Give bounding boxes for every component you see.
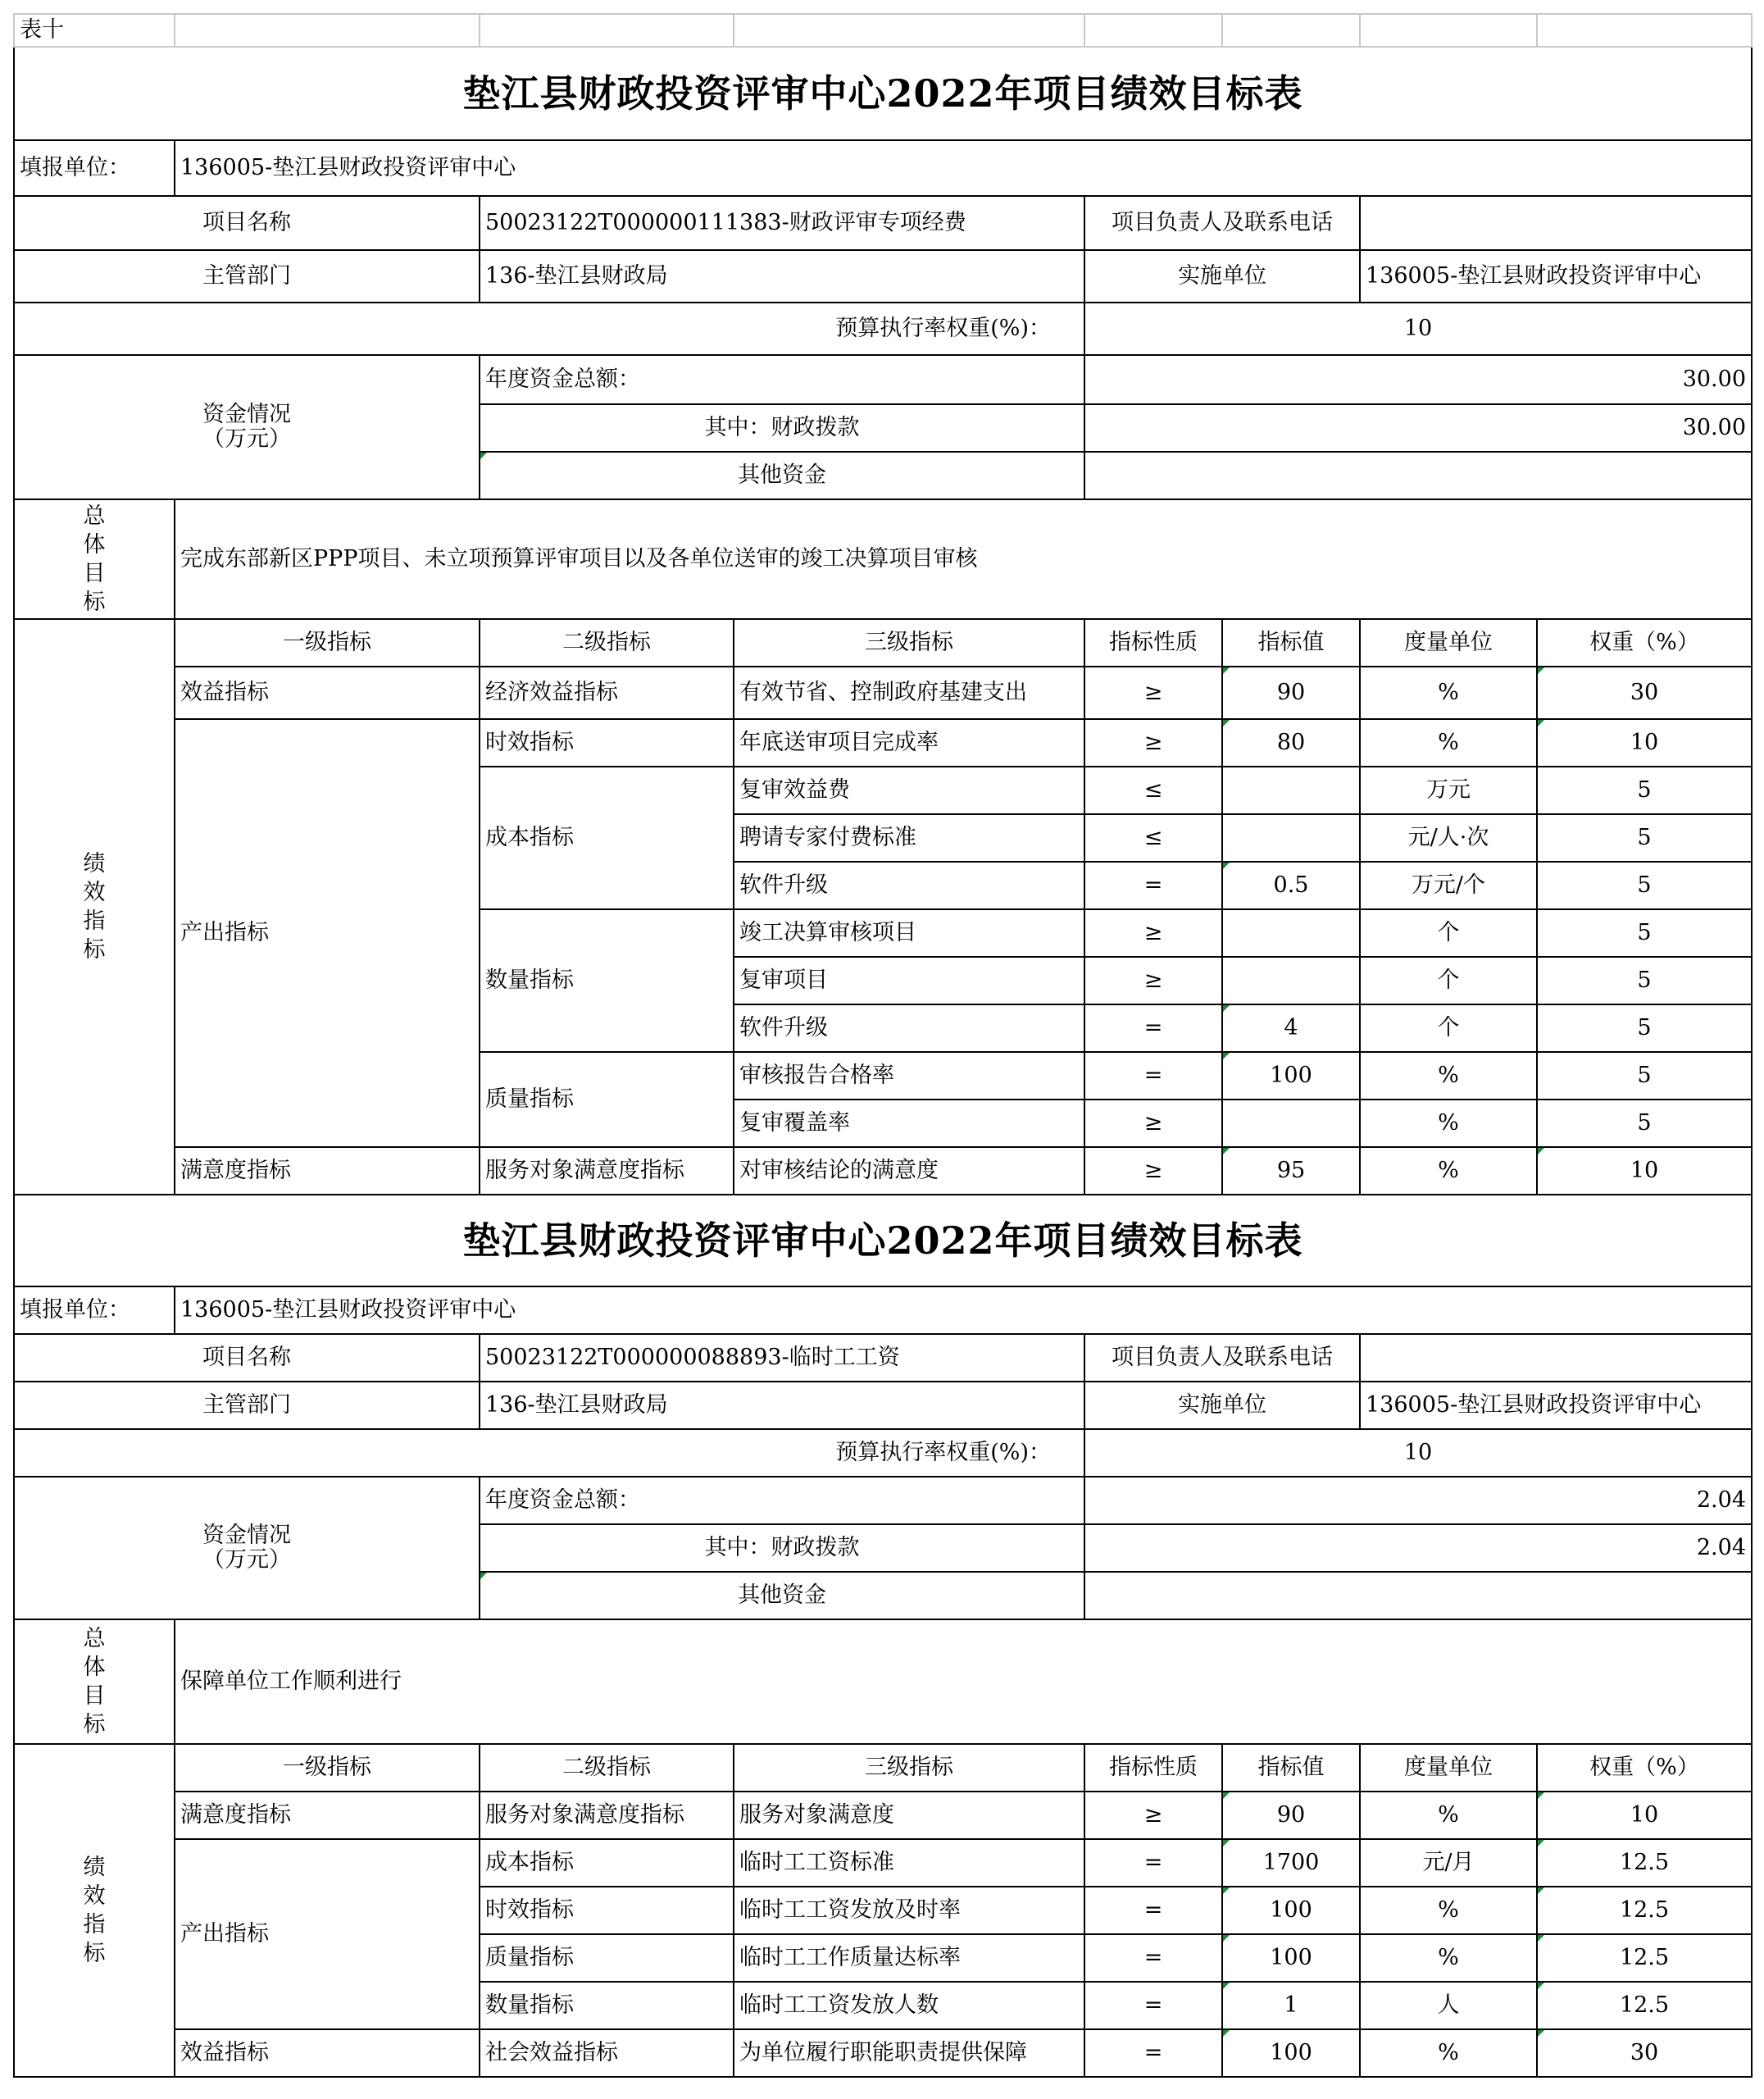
dept-value: 136-垫江县财政局	[480, 250, 1084, 303]
level3-cell: 临时工工资发放及时率	[734, 1887, 1084, 1934]
unit-cell: 万元	[1360, 767, 1537, 814]
nature-cell: =	[1084, 1052, 1222, 1100]
header-level1: 一级指标	[175, 1744, 480, 1792]
level2-cell: 成本指标	[480, 1839, 734, 1887]
unit-cell: %	[1360, 1792, 1537, 1839]
nature-cell: ≥	[1084, 909, 1222, 957]
unit-cell: %	[1360, 1147, 1537, 1195]
unit-cell: %	[1360, 1887, 1537, 1934]
funds-title: 资金情况	[202, 1523, 291, 1549]
unit-cell: %	[1360, 2029, 1537, 2077]
project-name-value: 50023122T000000111383-财政评审专项经费	[480, 196, 1084, 250]
weight-cell: 5	[1537, 767, 1752, 814]
nature-cell: ≥	[1084, 1147, 1222, 1195]
header-level3: 三级指标	[734, 619, 1084, 667]
filler-unit-label: 填报单位：	[14, 1286, 175, 1334]
header-level2: 二级指标	[480, 619, 734, 667]
budget-rate-label: 预算执行率权重(%)：	[14, 303, 1084, 355]
level2-cell: 时效指标	[480, 1887, 734, 1934]
weight-cell: 30	[1537, 2029, 1752, 2077]
value-cell: 4	[1222, 1004, 1360, 1052]
unit-cell: 元/人·次	[1360, 814, 1537, 862]
funds-unit: （万元）	[202, 1547, 291, 1573]
level3-cell: 复审效益费	[734, 767, 1084, 814]
table-row	[14, 1792, 1752, 1839]
overall-goal-label: 总 体 目 标	[14, 499, 175, 619]
header-unit: 度量单位	[1360, 619, 1537, 667]
nature-cell: =	[1084, 1982, 1222, 2029]
level3-cell: 竣工决算审核项目	[734, 909, 1084, 957]
nature-cell: ≥	[1084, 667, 1222, 719]
other-funds-label: 其他资金	[480, 452, 1084, 499]
filler-unit-value: 136005-垫江县财政投资评审中心	[175, 140, 1752, 196]
fiscal-allocation-value: 30.00	[1084, 404, 1752, 452]
weight-cell: 5	[1537, 909, 1752, 957]
value-cell	[1222, 909, 1360, 957]
perf-indicator-label: 绩 效 指 标	[14, 619, 175, 1195]
value-cell: 0.5	[1222, 862, 1360, 909]
nature-cell: =	[1084, 2029, 1222, 2077]
funds-label	[14, 355, 480, 499]
unit-cell: %	[1360, 719, 1537, 767]
nature-cell: ≥	[1084, 719, 1222, 767]
project-name-value: 50023122T000000088893-临时工工资	[480, 1334, 1084, 1382]
unit-cell: %	[1360, 1934, 1537, 1982]
annual-total-label: 年度资金总额：	[480, 355, 1084, 404]
unit-cell: 万元/个	[1360, 862, 1537, 909]
overall-goal-label: 总 体 目 标	[14, 1619, 175, 1744]
level3-cell: 软件升级	[734, 862, 1084, 909]
level3-cell: 对审核结论的满意度	[734, 1147, 1084, 1195]
header-weight: 权重（%）	[1537, 1744, 1752, 1792]
nature-cell: ≤	[1084, 767, 1222, 814]
table-row	[14, 2029, 1752, 2077]
weight-cell: 5	[1537, 814, 1752, 862]
contact-value	[1360, 1334, 1752, 1382]
header-value: 指标值	[1222, 619, 1360, 667]
unit-cell: 个	[1360, 957, 1537, 1004]
annual-total-value: 2.04	[1084, 1477, 1752, 1524]
project-name-label: 项目名称	[14, 1334, 480, 1382]
other-funds-label: 其他资金	[480, 1572, 1084, 1619]
level1-cell: 效益指标	[175, 667, 480, 719]
dept-value: 136-垫江县财政局	[480, 1382, 1084, 1429]
level3-cell: 年底送审项目完成率	[734, 719, 1084, 767]
header-level1: 一级指标	[175, 619, 480, 667]
nature-cell: =	[1084, 1839, 1222, 1887]
level3-cell: 服务对象满意度	[734, 1792, 1084, 1839]
level3-cell: 复审项目	[734, 957, 1084, 1004]
level3-cell: 临时工工资标准	[734, 1839, 1084, 1887]
unit-cell: %	[1360, 1100, 1537, 1147]
header-level2: 二级指标	[480, 1744, 734, 1792]
weight-cell: 10	[1537, 1792, 1752, 1839]
annual-total-value: 30.00	[1084, 355, 1752, 404]
budget-rate-value: 10	[1084, 1429, 1752, 1477]
level1-cell: 效益指标	[175, 2029, 480, 2077]
weight-cell: 5	[1537, 862, 1752, 909]
level1-cell: 满意度指标	[175, 1792, 480, 1839]
value-cell	[1222, 957, 1360, 1004]
level3-cell: 审核报告合格率	[734, 1052, 1084, 1100]
unit-cell: 个	[1360, 1004, 1537, 1052]
value-cell: 1700	[1222, 1839, 1360, 1887]
nature-cell: =	[1084, 1887, 1222, 1934]
nature-cell: ≤	[1084, 814, 1222, 862]
unit-cell: 个	[1360, 909, 1537, 957]
level1-cell: 产出指标	[175, 719, 480, 1147]
project-name-label: 项目名称	[14, 196, 480, 250]
contact-value	[1360, 196, 1752, 250]
performance-sheet	[13, 13, 1753, 2078]
level2-cell: 质量指标	[480, 1934, 734, 1982]
impl-unit-value: 136005-垫江县财政投资评审中心	[1360, 250, 1752, 303]
nature-cell: =	[1084, 862, 1222, 909]
funds-unit: （万元）	[202, 426, 291, 452]
weight-cell: 10	[1537, 719, 1752, 767]
weight-cell: 5	[1537, 957, 1752, 1004]
level2-cell: 数量指标	[480, 1982, 734, 2029]
spreadsheet	[13, 13, 1751, 2078]
contact-label: 项目负责人及联系电话	[1084, 196, 1360, 250]
funds-label	[14, 1477, 480, 1619]
unit-cell: %	[1360, 667, 1537, 719]
level2-cell: 服务对象满意度指标	[480, 1792, 734, 1839]
nature-cell: =	[1084, 1934, 1222, 1982]
value-cell: 1	[1222, 1982, 1360, 2029]
value-cell: 90	[1222, 1792, 1360, 1839]
level2-cell: 成本指标	[480, 767, 734, 909]
level2-cell: 质量指标	[480, 1052, 734, 1147]
unit-cell: %	[1360, 1052, 1537, 1100]
header-level3: 三级指标	[734, 1744, 1084, 1792]
annual-total-label: 年度资金总额：	[480, 1477, 1084, 1524]
budget-rate-label: 预算执行率权重(%)：	[14, 1429, 1084, 1477]
overall-goal-value: 保障单位工作顺利进行	[175, 1619, 1752, 1744]
weight-cell: 10	[1537, 1147, 1752, 1195]
nature-cell: ≥	[1084, 1100, 1222, 1147]
header-value: 指标值	[1222, 1744, 1360, 1792]
level1-cell: 满意度指标	[175, 1147, 480, 1195]
dept-label: 主管部门	[14, 250, 480, 303]
level3-cell: 临时工工作质量达标率	[734, 1934, 1084, 1982]
level2-cell: 经济效益指标	[480, 667, 734, 719]
nature-cell: ≥	[1084, 1792, 1222, 1839]
nature-cell: =	[1084, 1004, 1222, 1052]
header-nature: 指标性质	[1084, 619, 1222, 667]
level3-cell: 聘请专家付费标准	[734, 814, 1084, 862]
filler-unit-value: 136005-垫江县财政投资评审中心	[175, 1286, 1752, 1334]
level2-cell: 社会效益指标	[480, 2029, 734, 2077]
weight-cell: 5	[1537, 1052, 1752, 1100]
fiscal-allocation-value: 2.04	[1084, 1524, 1752, 1572]
weight-cell: 12.5	[1537, 1887, 1752, 1934]
unit-cell: 元/月	[1360, 1839, 1537, 1887]
table-title: 垫江县财政投资评审中心2022年项目绩效目标表	[14, 1195, 1752, 1286]
weight-cell: 5	[1537, 1004, 1752, 1052]
level2-cell: 时效指标	[480, 719, 734, 767]
level3-cell: 为单位履行职能职责提供保障	[734, 2029, 1084, 2077]
weight-cell: 12.5	[1537, 1934, 1752, 1982]
header-nature: 指标性质	[1084, 1744, 1222, 1792]
impl-unit-label: 实施单位	[1084, 1382, 1360, 1429]
value-cell	[1222, 1100, 1360, 1147]
budget-rate-value: 10	[1084, 303, 1752, 355]
value-cell: 80	[1222, 719, 1360, 767]
fiscal-allocation-label: 其中：财政拨款	[480, 1524, 1084, 1572]
level3-cell: 临时工工资发放人数	[734, 1982, 1084, 2029]
table-title: 垫江县财政投资评审中心2022年项目绩效目标表	[14, 47, 1752, 140]
level1-cell: 产出指标	[175, 1839, 480, 2029]
overall-goal-value: 完成东部新区PPP项目、未立项预算评审项目以及各单位送审的竣工决算项目审核	[175, 499, 1752, 619]
other-funds-value	[1084, 1572, 1752, 1619]
weight-cell: 12.5	[1537, 1982, 1752, 2029]
funds-title: 资金情况	[202, 402, 291, 428]
level2-cell: 数量指标	[480, 909, 734, 1052]
fiscal-allocation-label: 其中：财政拨款	[480, 404, 1084, 452]
perf-indicator-label: 绩 效 指 标	[14, 1744, 175, 2077]
level3-cell: 复审覆盖率	[734, 1100, 1084, 1147]
value-cell: 95	[1222, 1147, 1360, 1195]
header-weight: 权重（%）	[1537, 619, 1752, 667]
value-cell: 90	[1222, 667, 1360, 719]
other-funds-value	[1084, 452, 1752, 499]
impl-unit-label: 实施单位	[1084, 250, 1360, 303]
value-cell	[1222, 767, 1360, 814]
table-row	[14, 1147, 1752, 1195]
weight-cell: 30	[1537, 667, 1752, 719]
value-cell: 100	[1222, 1934, 1360, 1982]
value-cell: 100	[1222, 1052, 1360, 1100]
header-unit: 度量单位	[1360, 1744, 1537, 1792]
table-row	[14, 719, 1752, 767]
level2-cell: 服务对象满意度指标	[480, 1147, 734, 1195]
level3-cell: 软件升级	[734, 1004, 1084, 1052]
contact-label: 项目负责人及联系电话	[1084, 1334, 1360, 1382]
nature-cell: ≥	[1084, 957, 1222, 1004]
value-cell	[1222, 814, 1360, 862]
table-row	[14, 667, 1752, 719]
level3-cell: 有效节省、控制政府基建支出	[734, 667, 1084, 719]
weight-cell: 12.5	[1537, 1839, 1752, 1887]
sheet-caption: 表十	[14, 14, 175, 47]
dept-label: 主管部门	[14, 1382, 480, 1429]
impl-unit-value: 136005-垫江县财政投资评审中心	[1360, 1382, 1752, 1429]
value-cell: 100	[1222, 1887, 1360, 1934]
unit-cell: 人	[1360, 1982, 1537, 2029]
weight-cell: 5	[1537, 1100, 1752, 1147]
filler-unit-label: 填报单位：	[14, 140, 175, 196]
value-cell: 100	[1222, 2029, 1360, 2077]
table-row	[14, 1839, 1752, 1887]
